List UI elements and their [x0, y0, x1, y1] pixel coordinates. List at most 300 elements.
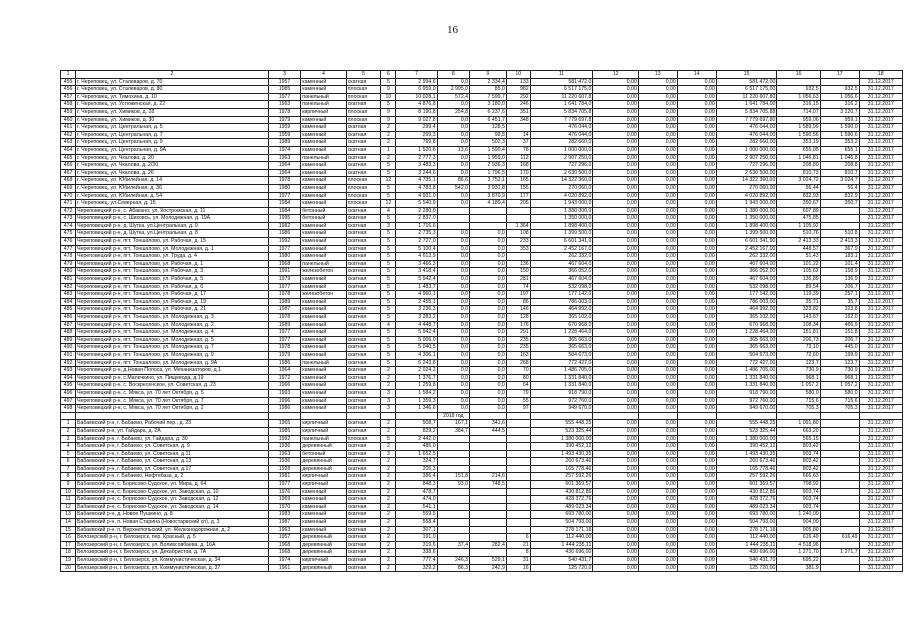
table-cell: 6 601 341,9: [530, 238, 593, 246]
table-cell: кирпичный: [301, 473, 346, 481]
table-cell: 1986: [268, 230, 300, 238]
table-cell: каменный: [301, 169, 346, 177]
table-cell: 1928: [268, 465, 300, 473]
table-cell: 0,00: [593, 192, 638, 200]
table-cell: 0,00: [677, 177, 716, 185]
table-cell: [820, 435, 859, 443]
table-cell: 0,00: [638, 93, 677, 101]
table-cell: 1977: [268, 283, 300, 291]
table-cell: 663,20: [777, 427, 820, 435]
table-cell: 0,00: [677, 93, 716, 101]
table-cell: 0,0: [470, 344, 507, 352]
table-cell: 5: [381, 101, 396, 109]
table-cell: 31.12.2017: [859, 367, 902, 375]
table-cell: [820, 488, 859, 496]
table-cell: 1970: [268, 503, 300, 511]
table-cell: 0,00: [638, 488, 677, 496]
table-cell: 0,00: [638, 291, 677, 299]
table-cell: 128,5: [470, 124, 507, 132]
table-cell: 903,74: [777, 496, 820, 504]
table-cell: г. Череповец, ул. Центральная, д. 5: [76, 124, 269, 132]
table-cell: 381,9: [777, 564, 820, 572]
table-cell: 3 024,72: [777, 177, 820, 185]
table-cell: 1978: [268, 291, 300, 299]
table-cell: 476 044,00: [716, 131, 777, 139]
table-cell: 14: [61, 519, 76, 527]
table-cell: кирпичный: [301, 481, 346, 489]
table-row: [61, 336, 903, 344]
table-cell: скатная: [346, 503, 381, 511]
table-row: [61, 503, 903, 511]
table-cell: г. Череповец, ул.Северная, д. 15: [76, 200, 269, 208]
table-row: [61, 124, 903, 132]
table-cell: 786 003,00: [716, 298, 777, 306]
table-cell: 31.12.2017: [859, 397, 902, 405]
table-row: [61, 557, 903, 565]
table-cell: 705,3: [820, 405, 859, 413]
table-cell: [820, 557, 859, 565]
table-cell: [506, 488, 530, 496]
table-cell: 0,0: [437, 359, 469, 367]
table-cell: 31.12.2017: [859, 124, 902, 132]
table-cell: Белозерский р-н, г. Белозерск, ул. Воливсовбаева, д. 16А: [76, 541, 269, 549]
table-cell: 483: [61, 291, 76, 299]
table-cell: 972 760,0: [530, 397, 593, 405]
table-cell: 0,00: [677, 146, 716, 154]
table-cell: [470, 549, 507, 557]
table-cell: 15: [61, 526, 76, 534]
table-cell: каменный: [301, 124, 346, 132]
table-cell: 78: [506, 146, 530, 154]
table-cell: 292: [506, 93, 530, 101]
table-cell: 480: [61, 268, 76, 276]
table-cell: 9: [61, 481, 76, 489]
table-row: [61, 154, 903, 162]
table-cell: 2 777,3: [396, 154, 437, 162]
table-cell: каменный: [301, 503, 346, 511]
table-cell: 350,67: [777, 200, 820, 208]
table-cell: 0,00: [677, 321, 716, 329]
table-cell: [820, 564, 859, 572]
table-cell: скатная: [346, 291, 381, 299]
table-cell: 260 673,46: [530, 458, 593, 466]
table-cell: 11 220 607,80: [716, 93, 777, 101]
table-cell: 2 280,0: [396, 207, 437, 215]
table-cell: 3 024,7: [820, 177, 859, 185]
table-cell: 1 898 400,00: [716, 222, 777, 230]
table-cell: каменный: [301, 374, 346, 382]
table-cell: плоская: [346, 86, 381, 94]
table-cell: 0,0: [470, 351, 507, 359]
table-cell: 1977: [268, 329, 300, 337]
table-cell: каменный: [301, 245, 346, 253]
table-cell: [437, 496, 469, 504]
table-cell: 695,22: [777, 557, 820, 565]
table-cell: Белозерский р-н, г. Белозерск, ул. Коммунистическая, д. 37: [76, 564, 269, 572]
table-cell: 932,5: [777, 86, 820, 94]
table-cell: 0,0: [470, 397, 507, 405]
table-cell: каменный: [301, 314, 346, 322]
table-cell: 504 793,00: [716, 519, 777, 527]
table-cell: 0,00: [638, 420, 677, 428]
table-cell: 3 220,7: [820, 108, 859, 116]
table-cell: [470, 496, 507, 504]
table-cell: скатная: [346, 420, 381, 428]
table-cell: 467 604,00: [716, 260, 777, 268]
table-cell: 467 604,0: [530, 260, 593, 268]
table-cell: 1 380 000,0: [530, 207, 593, 215]
table-cell: 4 306,1: [396, 351, 437, 359]
table-cell: панельный: [301, 435, 346, 443]
table-cell: г. Череповец, ул. Чкалова, д. 26: [76, 169, 269, 177]
table-row: [61, 306, 903, 314]
table-cell: 278 171,18: [716, 526, 777, 534]
table-row: [61, 389, 903, 397]
table-cell: 176: [506, 321, 530, 329]
table-cell: г. Череповец, ул. Химиков, д. 30: [76, 116, 269, 124]
table-cell: каменный: [301, 192, 346, 200]
table-cell: 1991: [268, 268, 300, 276]
table-cell: 1 943 000,0: [530, 200, 593, 208]
table-cell: 464: [61, 146, 76, 154]
table-cell: 366 052,00: [716, 268, 777, 276]
table-cell: 8: [506, 549, 530, 557]
table-cell: 56,44: [777, 184, 820, 192]
table-cell: 0,00: [677, 526, 716, 534]
table-cell: 31.12.2017: [859, 260, 902, 268]
table-cell: 31.12.2017: [859, 86, 902, 94]
table-cell: 2: [381, 564, 396, 572]
table-cell: 708,92: [777, 481, 820, 489]
table-cell: 37: [506, 139, 530, 147]
table-cell: каменный: [301, 382, 346, 390]
table-cell: 1 652,5: [396, 450, 437, 458]
table-cell: Бабаевский р-н, ул. Гайдара, д. 2А: [76, 427, 269, 435]
table-cell: 0,00: [638, 124, 677, 132]
table-cell: 31.12.2017: [859, 435, 902, 443]
table-cell: 4 735,1: [396, 177, 437, 185]
table-cell: 0,00: [638, 283, 677, 291]
table-cell: 580,0: [777, 389, 820, 397]
table-cell: скатная: [346, 298, 381, 306]
table-cell: Череповецкий р-н, д.Новая Полоса, ул. Механизаторов, д.1: [76, 367, 269, 375]
table-cell: 0,00: [638, 443, 677, 451]
column-number: 13: [638, 71, 677, 79]
table-cell: [820, 215, 859, 223]
table-cell: 151,81: [777, 329, 820, 337]
table-cell: 31.12.2017: [859, 541, 902, 549]
table-cell: 365 663,00: [716, 344, 777, 352]
table-cell: 496: [61, 389, 76, 397]
table-cell: 0,00: [593, 526, 638, 534]
table-cell: 353,2: [820, 139, 859, 147]
table-cell: 9: [381, 116, 396, 124]
table-cell: [820, 420, 859, 428]
table-cell: 1978: [268, 177, 300, 185]
table-cell: 0,0: [437, 230, 469, 238]
table-cell: 0,00: [593, 184, 638, 192]
table-cell: 0,00: [677, 389, 716, 397]
table-cell: 31.12.2017: [859, 511, 902, 519]
table-cell: 848,3: [396, 481, 437, 489]
table-cell: 2: [381, 139, 396, 147]
table-cell: 1 364: [506, 222, 530, 230]
table-cell: 31.12.2017: [859, 276, 902, 284]
table-cell: 0,00: [593, 519, 638, 527]
table-cell: 0,00: [593, 496, 638, 504]
table-cell: деревянный: [301, 549, 346, 557]
table-cell: 1968: [268, 260, 300, 268]
table-cell: 0,00: [593, 321, 638, 329]
table-cell: 3: [381, 450, 396, 458]
table-cell: 1976: [268, 488, 300, 496]
table-cell: 282 660,0: [530, 139, 593, 147]
table-cell: [777, 78, 820, 86]
table-cell: 430 696,00: [716, 549, 777, 557]
table-cell: 693 780,00: [530, 511, 593, 519]
table-cell: 31.12.2017: [859, 382, 902, 390]
table-cell: [470, 412, 507, 420]
table-cell: каменный: [301, 200, 346, 208]
table-cell: 3 418,4: [396, 268, 437, 276]
table-cell: каменный: [301, 298, 346, 306]
table-cell: 9: [381, 86, 396, 94]
table-cell: Бабаевский р-н, г. Бабаево, Нефтебаза, д. 2: [76, 473, 269, 481]
table-cell: 0,00: [638, 458, 677, 466]
table-cell: 0,0: [437, 351, 469, 359]
table-cell: 0,00: [593, 336, 638, 344]
table-cell: Череповецкий р-н, с. Мякса, ул. 70 лет Октября, д. 7: [76, 397, 269, 405]
table-cell: 5: [381, 291, 396, 299]
table-cell: Бабаевский р-н, п. Новая Старина (Новостарвский сп), д. 3: [76, 519, 269, 527]
table-cell: деревянный: [301, 443, 346, 451]
table-cell: 0,00: [593, 557, 638, 565]
table-cell: 0,0: [470, 329, 507, 337]
table-row: [61, 260, 903, 268]
table-cell: 487: [61, 321, 76, 329]
table-cell: 31.12.2017: [859, 420, 902, 428]
table-cell: 0,00: [677, 116, 716, 124]
table-cell: 0,00: [593, 116, 638, 124]
table-cell: 9: [381, 108, 396, 116]
table-cell: скатная: [346, 344, 381, 352]
table-cell: 444,5: [470, 427, 507, 435]
table-cell: 1 056,63: [777, 93, 820, 101]
table-cell: Череповецкий р-н, пгт. Тоншалово, ул. Рабочая, д. 5: [76, 276, 269, 284]
table-cell: скатная: [346, 374, 381, 382]
table-cell: 299,3: [396, 131, 437, 139]
table-row: [61, 549, 903, 557]
section-label: 2018 год: [437, 412, 469, 420]
table-cell: 1978: [268, 108, 300, 116]
table-cell: скатная: [346, 549, 381, 557]
table-cell: 262 332,0: [530, 253, 593, 261]
table-cell: 2 413,33: [777, 238, 820, 246]
table-cell: 616,49: [777, 534, 820, 542]
table-cell: 0,0: [470, 405, 507, 413]
table-cell: 1969: [268, 496, 300, 504]
table-cell: 242,9: [470, 564, 507, 572]
table-cell: Череповецкий р-н, пгт. Тоншалово, ул. Труда, д. 4: [76, 253, 269, 261]
table-cell: каменный: [301, 511, 346, 519]
table-cell: 1 346,6: [396, 405, 437, 413]
table-cell: 428 372,76: [716, 496, 777, 504]
table-cell: 491: [61, 351, 76, 359]
table-cell: [820, 450, 859, 458]
table-row: [61, 511, 903, 519]
table-cell: 235: [506, 344, 530, 352]
table-cell: 2: [381, 427, 396, 435]
table-cell: 0,0: [437, 139, 469, 147]
table-cell: 0,0: [437, 291, 469, 299]
table-cell: 1961: [268, 564, 300, 572]
table-cell: 727 296,00: [716, 162, 777, 170]
table-cell: 0,00: [638, 86, 677, 94]
table-cell: 5: [61, 450, 76, 458]
table-cell: каменный: [301, 230, 346, 238]
table-cell: 474: [61, 222, 76, 230]
table-cell: 693 780,00: [716, 511, 777, 519]
table-cell: 1 641 784,0: [530, 101, 593, 109]
table-cell: 2: [381, 549, 396, 557]
table-cell: 0,00: [638, 382, 677, 390]
table-cell: 0,00: [638, 154, 677, 162]
table-cell: 461: [61, 124, 76, 132]
table-cell: 2: [381, 465, 396, 473]
table-cell: [437, 503, 469, 511]
table-row: [61, 291, 903, 299]
table-cell: 467: [61, 169, 76, 177]
table-cell: 5: [381, 314, 396, 322]
table-cell: 0,00: [638, 481, 677, 489]
table-cell: каменный: [301, 78, 346, 86]
table-cell: 158,9: [820, 268, 859, 276]
table-cell: 918 790,0: [530, 389, 593, 397]
table-cell: 1984: [268, 207, 300, 215]
table-row: [61, 245, 903, 253]
table-cell: 13,6: [437, 146, 469, 154]
table-cell: 0,0: [437, 374, 469, 382]
table-cell: г. Череповец, ул. Юбилейная, д. 14: [76, 177, 269, 185]
table-cell: деревянный: [301, 541, 346, 549]
table-cell: 79: [506, 389, 530, 397]
table-cell: 2 735,3: [396, 230, 437, 238]
table-cell: 6 451,7: [470, 116, 507, 124]
table-cell: кирпичный: [301, 427, 346, 435]
table-cell: 278 171,18: [530, 526, 593, 534]
table-cell: скатная: [346, 351, 381, 359]
table-cell: 959,1: [820, 116, 859, 124]
table-cell: 448,57: [777, 245, 820, 253]
table-cell: деревянный: [301, 564, 346, 572]
table-cell: скатная: [346, 496, 381, 504]
table-cell: 2: [381, 526, 396, 534]
table-cell: [506, 207, 530, 215]
table-cell: [820, 503, 859, 511]
table-cell: 1 444 235,11: [530, 541, 593, 549]
table-cell: 2: [381, 511, 396, 519]
table-cell: скатная: [346, 283, 381, 291]
table-cell: 1936: [268, 458, 300, 466]
table-cell: 1963: [268, 450, 300, 458]
table-cell: 2: [381, 541, 396, 549]
table-cell: Череповецкий р-н, пгт. Тоншалово, ул. Молодежная, д. 3: [76, 314, 269, 322]
table-cell: 0,00: [677, 86, 716, 94]
table-cell: скатная: [346, 336, 381, 344]
table-cell: 4 518,96: [777, 541, 820, 549]
table-cell: 5: [381, 215, 396, 223]
table-cell: 428 372,76: [530, 496, 593, 504]
table-row: [61, 230, 903, 238]
table-cell: [820, 427, 859, 435]
table-cell: 0,00: [638, 541, 677, 549]
table-cell: Бабаевский р-н, п. Верхнепопьский, ул. Железнодорожная, д. 2: [76, 526, 269, 534]
table-cell: 0,00: [593, 78, 638, 86]
table-cell: Бабаевский р-н, г. Бабаево, ул. Советская, д.11: [76, 450, 269, 458]
table-cell: 0,00: [593, 541, 638, 549]
table-cell: 0,00: [677, 329, 716, 337]
table-cell: [470, 534, 507, 542]
table-cell: Череповецкий р-н, пгт. Тоншалово, ул. Рабочая, д. 3: [76, 268, 269, 276]
table-cell: 748,5: [470, 481, 507, 489]
table-cell: 3 244,6: [396, 169, 437, 177]
table-cell: 670 968,0: [530, 321, 593, 329]
table-cell: 31.12.2017: [859, 389, 902, 397]
table-cell: 4: [381, 321, 396, 329]
table-cell: 0,00: [677, 511, 716, 519]
table-cell: 2 907 250,0: [530, 154, 593, 162]
table-cell: бетонный: [301, 450, 346, 458]
table-cell: 1978: [268, 314, 300, 322]
table-cell: 0,00: [638, 108, 677, 116]
table-cell: 1 331 840,0: [530, 374, 593, 382]
column-number: 7: [396, 71, 437, 79]
table-cell: 5: [381, 245, 396, 253]
table-cell: 5: [381, 435, 396, 443]
table-cell: скатная: [346, 276, 381, 284]
table-cell: 2 630 500,00: [716, 169, 777, 177]
table-cell: 430 696,00: [530, 549, 593, 557]
table-cell: 0,0: [470, 230, 507, 238]
table-cell: плоская: [346, 192, 381, 200]
table-cell: 0,00: [677, 306, 716, 314]
table-cell: 366 052,0: [530, 268, 593, 276]
table-cell: 31.12.2017: [859, 215, 902, 223]
table-cell: 1989: [268, 321, 300, 329]
table-cell: 4 960,1: [396, 291, 437, 299]
table-row: [61, 298, 903, 306]
table-cell: 580,0: [820, 389, 859, 397]
table-cell: 498: [61, 405, 76, 413]
table-cell: 3 283,2: [396, 314, 437, 322]
table-cell: 5 834 705,8: [530, 108, 593, 116]
table-cell: [437, 435, 469, 443]
table-cell: плоская: [346, 116, 381, 124]
table-cell: 0,00: [638, 268, 677, 276]
table-cell: 1977: [268, 481, 300, 489]
table-cell: 476 044,00: [716, 124, 777, 132]
table-cell: 4 020 892,00: [716, 192, 777, 200]
table-cell: 494: [61, 374, 76, 382]
table-cell: скатная: [346, 78, 381, 86]
table-cell: 208,80: [777, 162, 820, 170]
table-cell: 1: [381, 146, 396, 154]
table-cell: 0,0: [470, 314, 507, 322]
table-cell: 0,00: [638, 215, 677, 223]
table-cell: 0,00: [638, 435, 677, 443]
table-cell: 206,73: [777, 336, 820, 344]
table-cell: 0,0: [437, 238, 469, 246]
